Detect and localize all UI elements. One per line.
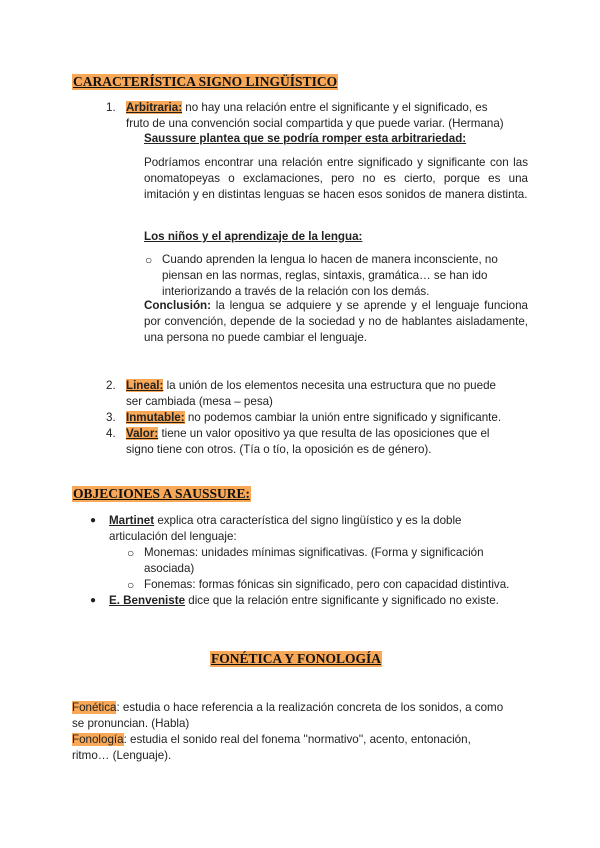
term-inmutable: Inmutable: bbox=[126, 411, 185, 424]
list-item-valor bbox=[126, 426, 546, 442]
conclusion-paragraph bbox=[144, 298, 528, 347]
term-lineal: Lineal: bbox=[126, 379, 164, 392]
martinet-name: Martinet bbox=[109, 514, 155, 527]
hollow-bullet-icon: ○ bbox=[127, 546, 135, 560]
monemas-line2: asociada) bbox=[144, 562, 195, 575]
conclusion-text: la lengua se adquiere y se aprende y el lenguaje funciona por convención, depende de la sociedad y no de hablantes aisladamente, una persona no puede cambiar el lenguaje. bbox=[144, 299, 528, 345]
section-title-fonetica: FONÉTICA Y FONOLOGÍA bbox=[211, 651, 382, 666]
fonologia-paragraph-line1 bbox=[72, 732, 542, 748]
arbitraria-text-line1: no hay una relación entre el significante y el significado, es bbox=[182, 101, 488, 114]
list-item-inmutable bbox=[126, 410, 566, 426]
monemas-line1: Monemas: unidades mínimas significativas. (Forma y significación bbox=[144, 546, 484, 559]
valor-text-line2: signo tiene con otros. (Tía o tío, la oposición es de género). bbox=[126, 443, 432, 456]
fonemas-line: Fonemas: formas fónicas sin significado, pero con capacidad distintiva. bbox=[144, 578, 510, 591]
benveniste-text: dice que la relación entre significante y significado no existe. bbox=[185, 594, 499, 607]
martinet-text-line2: articulación del lenguaje: bbox=[109, 530, 237, 543]
fonetica-paragraph-line1 bbox=[72, 700, 542, 716]
section-title-caracteristica: CARACTERÍSTICA SIGNO LINGÜÍSTICO bbox=[73, 74, 338, 89]
arbitraria-text-line2: fruto de una convención social compartida y que puede variar. (Hermana) bbox=[126, 117, 504, 130]
term-fonologia: Fonología bbox=[72, 733, 124, 746]
list-number-2: 2. bbox=[106, 379, 116, 392]
inmutable-text: no podemos cambiar la unión entre significado y significante. bbox=[184, 411, 502, 424]
valor-text-line1: tiene un valor opositivo ya que resulta de las oposiciones que el bbox=[158, 427, 490, 440]
fonologia-text-line1: : estudia el sonido real del fonema ''normativo'', acento, entonación, bbox=[123, 733, 471, 746]
martinet-text-line1: explica otra característica del signo lingüístico y es la doble bbox=[154, 514, 462, 527]
conclusion-label: Conclusión: bbox=[144, 299, 211, 312]
hollow-bullet-icon: ○ bbox=[145, 253, 153, 267]
filled-bullet-icon: ● bbox=[90, 595, 97, 606]
term-fonetica: Fonética bbox=[72, 701, 117, 714]
martinet-item bbox=[109, 513, 539, 529]
list-number-1: 1. bbox=[106, 101, 116, 114]
benveniste-name: E. Benveniste bbox=[109, 594, 186, 607]
fonologia-text-line2: ritmo… (Lenguaje). bbox=[72, 749, 172, 762]
ninos-heading: Los niños y el aprendizaje de la lengua: bbox=[144, 230, 363, 243]
saussure-heading: Saussure plantea que se podría romper esta arbitrariedad: bbox=[144, 132, 467, 145]
list-item-arbitraria bbox=[126, 100, 546, 116]
ninos-bullet-line2: piensan en las normas, reglas, sintaxis, gramática… se han ido bbox=[162, 269, 488, 282]
filled-bullet-icon: ● bbox=[90, 515, 97, 526]
ninos-bullet-line3: interiorizando a través de la relación con los demás. bbox=[162, 285, 430, 298]
benveniste-item bbox=[109, 593, 549, 609]
fonetica-text-line2: se pronuncian. (Habla) bbox=[72, 717, 190, 730]
list-item-lineal bbox=[126, 378, 546, 394]
saussure-paragraph: Podríamos encontrar una relación entre significado y significante con las onomatopeyas o exclamaciones, pero no es cierto, porque es una imitación y en distintas lenguas se hacen esos sonidos de manera distinta. bbox=[144, 156, 528, 202]
list-number-4: 4. bbox=[106, 427, 116, 440]
list-number-3: 3. bbox=[106, 411, 116, 424]
term-arbitraria: Arbitraria: bbox=[126, 101, 183, 114]
fonetica-text-line1: : estudia o hace referencia a la realización concreta de los sonidos, a como bbox=[116, 701, 504, 714]
term-valor: Valor: bbox=[126, 427, 159, 440]
lineal-text-line1: la unión de los elementos necesita una estructura que no puede bbox=[163, 379, 496, 392]
ninos-bullet-line1: Cuando aprenden la lengua lo hacen de manera inconsciente, no bbox=[162, 253, 498, 266]
hollow-bullet-icon: ○ bbox=[127, 578, 135, 592]
section-title-objeciones: OBJECIONES A SAUSSURE: bbox=[73, 486, 251, 501]
lineal-text-line2: ser cambiada (mesa – pesa) bbox=[126, 395, 273, 408]
